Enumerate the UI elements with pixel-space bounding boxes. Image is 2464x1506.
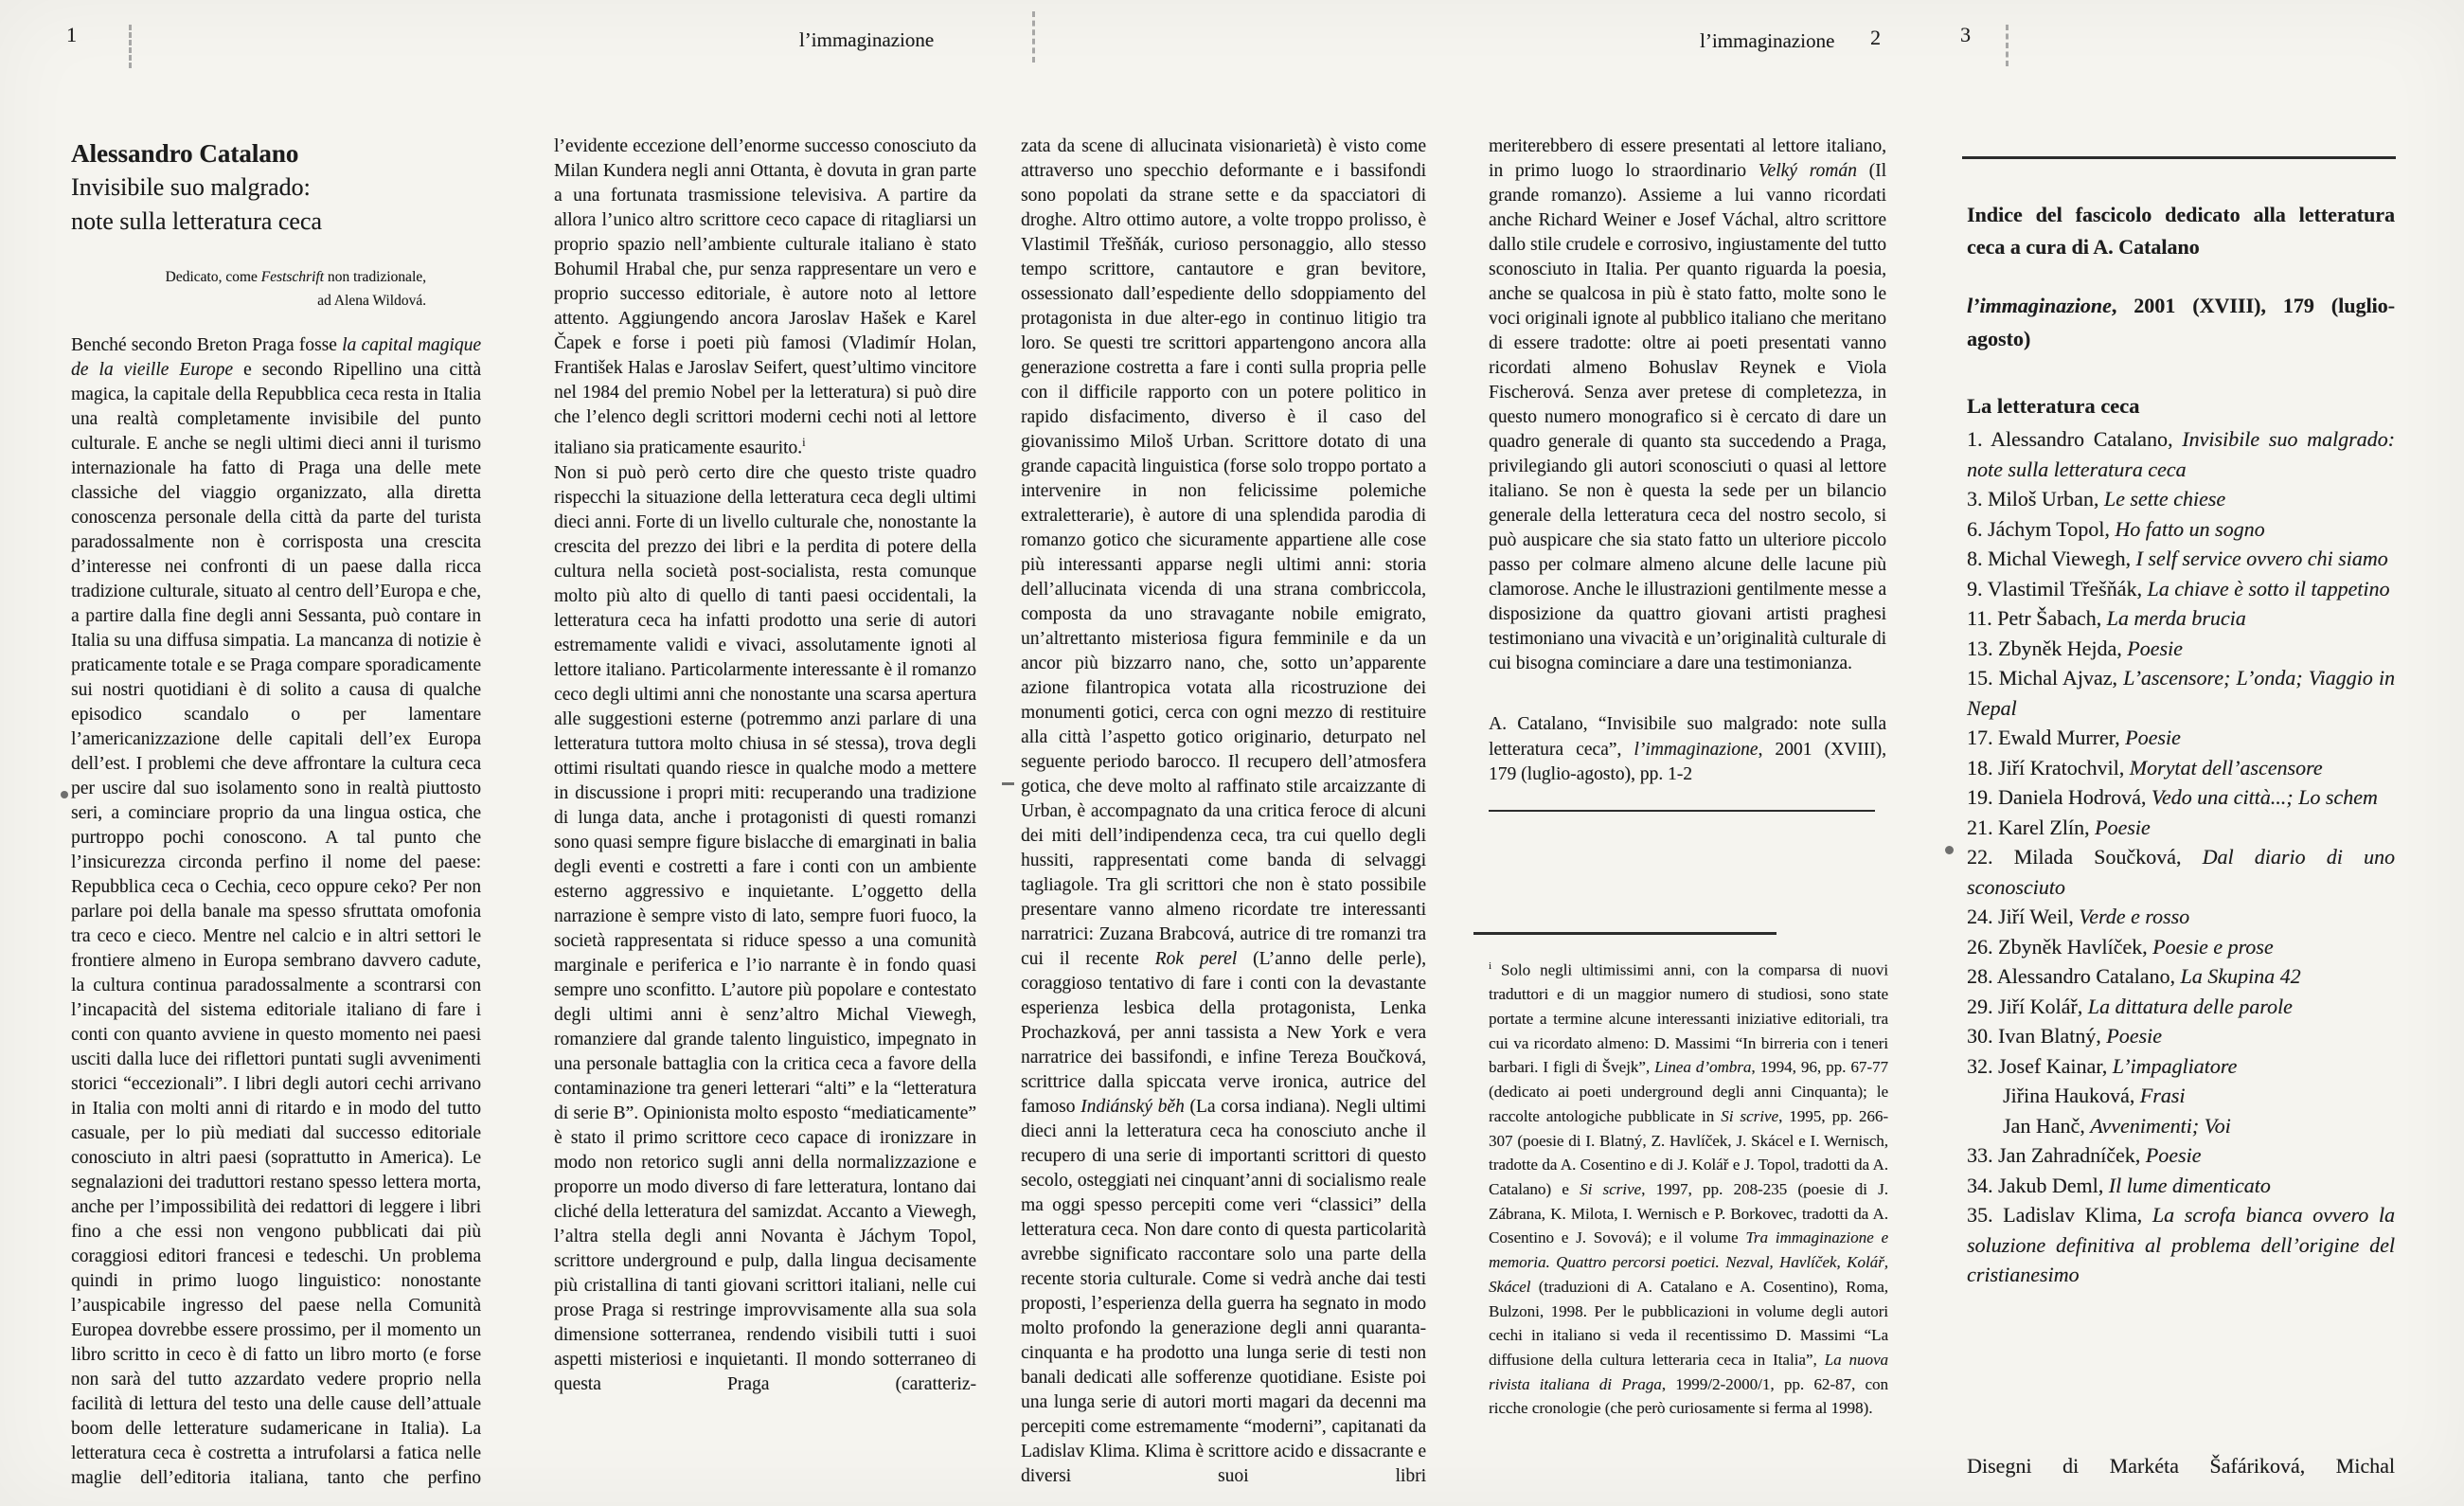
article-citation: A. Catalano, “Invisibile suo malgrado: note sulla letteratura ceca”, l’immaginazione, 2001 (XVIII), 179 (luglio-agosto), pp. 1-2 <box>1489 714 1886 784</box>
footnote-rule <box>1473 932 1777 935</box>
index-heading: Indice del fascicolo dedicato alla letteratura ceca a cura di A. Catalano <box>1967 203 2395 259</box>
index-item: 19. Daniela Hodrová, Vedo una città...; Lo schem <box>1967 785 2378 809</box>
article-title-line-1: Invisibile suo malgrado: <box>71 173 311 201</box>
article-author: Alessandro Catalano <box>71 139 299 168</box>
index-item: 13. Zbyněk Hejda, Poesie <box>1967 636 2183 660</box>
index-footer-credits: Disegni di Markéta Šafáriková, Michal <box>1967 1454 2395 1478</box>
page-number-3: 3 <box>1960 23 1971 46</box>
page-number-2: 2 <box>1870 26 1881 49</box>
scan-artifact-dot <box>1945 846 1954 854</box>
article-end-rule <box>1489 810 1875 812</box>
article-column-1 <box>71 136 481 1491</box>
page-number-1: 1 <box>66 23 77 46</box>
index-item: 11. Petr Šabach, La merda brucia <box>1967 606 2246 630</box>
index-item: 15. Michal Ajvaz, L’ascensore; L’onda; Viaggio in Nepal <box>1967 666 2395 720</box>
index-item: 3. Miloš Urban, Le sette chiese <box>1967 487 2226 511</box>
dedication-line-2: ad Alena Wildová. <box>317 293 426 309</box>
running-title-center: l’immaginazione <box>798 28 935 51</box>
body-text-col2-paragraph-2: Non si può però certo dire che questo triste quadro rispecchi la situazione della letteratura ceca degli ultimi dieci anni. Forte di un livello culturale che, nonostante la crescita del prezzo dei libri e la perdita di potere della cultura nella società post-socialista, resta comunque molto più alto di quello di tanti paesi occidentali, la letteratura ceca ha infatti prodotto una serie di autori estremamente validi e vivaci, assolutamente ignoti al lettore italiano. Particolarmente interessante è il romanzo ceco degli ultimi anni che nonostante una scarsa apertura alle suggestioni esterne (potremmo anzi parlare di una letteratura tuttora molto chiusa in sé stessa), trova degli ottimi risultati quando riesce in qualche modo a mettere in discussione i propri miti: recuperando una tradizione di lunga data, anche i protagonisti di questi romanzi sono quasi sempre figure bislacche di emarginati in balia degli eventi e costretti a fare i conti con un ambiente esterno aggressivo e inquietante. L’oggetto della narrazione è sempre visto di lato, sempre fuori fuoco, la società rappresentata si riduce spesso a una comunità marginale e periferica e l’io narrante è in fondo quasi sempre uno sconfitto. L’autore più popolare e contestato degli ultimi anni è senz’altro Michal Viewegh, romanziere dal grande talento linguistico, impegnato in una personale battaglia con la critica ceca a favore della contaminazione tra generi letterari “alti” e la “letteratura di serie B”. Opinionista molto esposto “mediaticamente” è stato il primo scrittore ceco capace di ironizzare in modo non retorico sugli anni della normalizzazione e proporre un modo diverso di fare letteratura, lontano dai cliché della letteratura del samizdat. Accanto a Viewegh, l’altra stella degli anni Novanta è Jáchym Topol, scrittore underground e pulp, dalla lingua decisamente più cristallina di tanti giovani scrittori italiani, nelle cui prose Praga si restringe improvvisamente alla sua sola dimensione sotterranea, rendendo visibili tutti i suoi aspetti misteriosi e inquietanti. Il mondo sotterraneo di questa Praga (caratteriz- <box>554 462 976 1394</box>
article-title-line-2: note sulla letteratura ceca <box>71 207 322 235</box>
index-item: 9. Vlastimil Třešňák, La chiave è sotto il tappetino <box>1967 576 2390 601</box>
index-item: 30. Ivan Blatný, Poesie <box>1967 1024 2162 1048</box>
body-text-col2-paragraph-1: l’evidente eccezione dell’enorme successo conosciuto da Milan Kundera negli anni Ottanta, è dovuta in gran parte a una fortunata trasmissione televisiva. A partire da allora l’unico altro scrittore ceco capace di ritagliarsi un proprio spazio nell’ambiente culturale italiano è stato Bohumil Hrabal che, pur senza rappresentare un vero e proprio successo editoriale, è autore noto al lettore attento. Aggiungendo ancora Jaroslav Hašek e Karel Čapek e forse i poeti più famosi (Vladimír Holan, František Halas e Jaroslav Seifert, quest’ultimo vincitore nel 1984 del premio Nobel per la letteratura) si può dire che l’elenco degli scrittori moderni cechi noti al lettore italiano sia praticamente esaurito.$^i$ <box>554 136 976 458</box>
article-column-2 <box>554 134 976 1397</box>
fold-mark <box>2006 25 2009 66</box>
index-item: Jan Hanč, Avvenimenti; Voi <box>2003 1113 2231 1138</box>
scan-artifact-dot <box>61 791 68 798</box>
index-top-rule <box>1962 156 2396 159</box>
index-item: 22. Milada Součková, Dal diario di uno sconosciuto <box>1967 845 2395 899</box>
index-item: 32. Josef Kainar, L’impagliatore <box>1967 1053 2238 1078</box>
index-item: 33. Jan Zahradníček, Poesie <box>1967 1143 2202 1167</box>
article-column-3 <box>1021 134 1426 1489</box>
index-item: 35. Ladislav Klima, La scrofa bianca ovvero la soluzione definitiva al problema dell’origine del cristianesimo <box>1967 1203 2396 1286</box>
index-issue-line: l’immaginazione, 2001 (XVIII), 179 (luglio-agosto) <box>1967 294 2395 350</box>
index-item: 29. Jiří Kolář, La dittatura delle parole <box>1967 994 2293 1018</box>
index-item: 24. Jiří Weil, Verde e rosso <box>1967 905 2190 928</box>
scan-artifact-dash <box>1002 782 1014 785</box>
dedication-line-1: Dedicato, come Festschrift non tradizionale, <box>165 269 426 285</box>
index-item: 26. Zbyněk Havlíček, Poesie e prose <box>1967 934 2274 959</box>
body-text-col3: zata da scene di allucinata visionarietà) è visto come attraverso uno specchio deformante e i bassifondi sono popolati da strane sette e da spacciatori di droghe. Altro ottimo autore, a volte troppo prolisso, è Vlastimil Třešňák, curioso personaggio, allo stesso tempo scrittore, cantautore e gran bevitore, ossessionato dall’espediente dello sdoppiamento del protagonista in due alter-ego in continuo litigio tra loro. Se questi tre scrittori appartengono ancora alla generazione costretta a fare i conti sulla propria pelle con il difficile rapporto con un potere politico in rapido disfacimento, diverso è il caso del giovanissimo Miloš Urban. Scrittore dotato di una grande capacità linguistica (forse solo troppo portato a intervenire in non felicissime polemiche extraletterarie), è autore di una splendida parodia di romanzo gotico che sicuramente appartiene alle cose più interessanti apparse negli ultimi anni: storia dell’allucinata vicenda di una strana combriccola, composta da uno stravagante nobile emigrato, un’altrettanto misteriosa figura femminile e da un ancor più bizzarro nano, che, sotto un’apparente azione filantropica votata alla ricostruzione dei monumenti gotici, cerca con ogni mezzo di restituire alla città l’aspetto gotico originario, deturpato nel seguente periodo barocco. Il recupero dell’atmosfera gotica, che deve molto al raffinato stile arcaizzante di Urban, è accompagnato da una critica feroce di alcuni dei miti dell’indipendenza ceca, tra cui quello degli hussiti, rappresentati come banda di selvaggi tagliagole. Tra gli scrittori che non è stato possibile presentare vanno almeno ricordate tre interessanti narratrici: Zuzana Brabcová, autrice di tre romanzi tra cui il recente Rok perel (L’anno delle perle), coraggioso tentativo di fare i conti con la devastante esperienza lesbica della protagonista, Lenka Prochazková, per anni tassista a New York e vera narratrice dei bassifondi, e infine Tereza Boučková, scrittrice dalla spiccata verve ironica, autrice del famoso Indiánský běh (La corsa indiana). Negli ultimi dieci anni la letteratura ceca ha conosciuto anche il recupero di una serie di importanti scrittori di questo secolo, osteggiati nei cinquant’anni di socialismo reale ma oggi spesso percepiti come veri “classici” della letteratura ceca. Non dare conto di questa particolarità avrebbe significato raccontare solo una parte della recente storia culturale. Come si vedrà anche dai testi proposti, l’esperienza della guerra ha segnato in modo molto profondo la generazione degli anni quaranta-cinquanta e ha prodotto una lunga serie di testi non banali dedicati alle sofferenze quotidiane. Esiste poi una lunga serie di autori morti magari da decenni ma percepiti come estremamente “moderni”, capitanati da Ladislav Klima. Klima è scrittore acido e dissacrante e diversi suoi libri <box>1021 136 1427 1486</box>
body-text-col4: meriterebbero di essere presentati al lettore italiano, in primo luogo lo straordinario Velký román (Il grande romanzo). Assieme a lui vanno ricordati anche Richard Weiner e Josef Váchal, altro scrittore dallo stile crudele e corrosivo, ingiustamente del tutto sconosciuto in Italia. Per quanto riguarda la poesia, anche se qualcosa in più è stato fatto, molte sono le voci originali ignote al pubblico italiano che meritano di essere tradotte: oltre ai poeti presentati vanno ricordati almeno Bohuslav Reynek e Viola Fischerová. Senza aver pretese di completezza, in questo numero monografico si è cercato di dare un quadro generale di quanto sta succedendo a Praga, privilegiando gli autori sconosciuti o quasi al lettore italiano. Se non è questa la sede per un bilancio generale della letteratura ceca del nostro secolo, si può auspicare che sia stato fatto un ulteriore piccolo passo per colmare almeno alcune delle lacune più clamorose. Anche le illustrazioni gentilmente messe a disposizione da quattro giovani artisti praghesi testimoniano una vivacità e un’originalità culturale di cui bisogna cominciare a dare una testimonianza. <box>1489 136 1887 673</box>
index-section-heading: La letteratura ceca <box>1967 394 2140 418</box>
index-item: Jiřina Hauková, Frasi <box>2003 1084 2186 1107</box>
index-item-list <box>1967 424 2395 1290</box>
fold-mark <box>1032 11 1035 63</box>
fold-mark <box>129 25 132 68</box>
index-item: 21. Karel Zlín, Poesie <box>1967 815 2151 839</box>
footnote-text: $^i$ Solo negli ultimissimi anni, con la comparsa di nuovi traduttori e di un maggior numero di studiosi, sono state portate a termine alcune interessanti iniziative editoriali, tra cui va ricordato almeno: D. Massimi “In birreria con i teneri barbari. I figli di Švejk”, Linea d’ombra, 1994, 96, pp. 67-77 (dedicato ai poeti underground degli anni Cinquanta); le raccolte antologiche pubblicate in Si scrive, 1995, pp. 266-307 (poesie di I. Blatný, Z. Havlíček, J. Skácel e I. Wernisch, tradotte da A. Cosentino e di J. Kolář e J. Topol, tradotti da A. Catalano) e Si scrive, 1997, pp. 208-235 (poesie di J. Zábrana, K. Milota, I. Wernisch e P. Borkovec, tradotti da A. Cosentino e J. Sovová); e il volume Tra immaginazione e memoria. Quattro percorsi poetici. Nezval, Havlíček, Kolář, Skácel (traduzioni di A. Catalano e A. Cosentino), Roma, Bulzoni, 1998. Per le pubblicazioni in volume degli autori cechi in italiano si veda il recentissimo D. Massimi “La diffusione della cultura letteraria ceca in Italia”, La nuova rivista italiana di Praga, 1999/2-2000/1, pp. 62-87, con ricche cronologie (che però curiosamente si ferma al 1998). <box>1489 960 1889 1418</box>
index-item: 1. Alessandro Catalano, Invisibile suo malgrado: note sulla letteratura ceca <box>1967 427 2395 481</box>
index-item: 28. Alessandro Catalano, La Skupina 42 <box>1967 964 2301 988</box>
index-item: 8. Michal Viewegh, I self service ovvero chi siamo <box>1967 547 2388 570</box>
body-text-col1: Benché secondo Breton Praga fosse la capital magique de la vieille Europe e secondo Ripellino una città magica, la capitale della Repubblica ceca resta in Italia una realtà completamente invisibile del punto culturale. E anche se negli ultimi dieci anni il turismo internazionale ha fatto di Praga una delle mete classiche del viaggio organizzato, alla diretta conoscenza personale della città da parte del turista paradossalmente non è corrisposta una crescita d’interesse nei confronti di un paese dalla ricca tradizione culturale, situato al centro dell’Europa e che, a partire dalla fine degli anni Sessanta, può contare in Italia su una diffusa simpatia. La mancanza di notizie è praticamente totale e se Praga compare sporadicamente sui nostri quotidiani è di solito a causa di qualche episodico scandalo o per lamentare l’americanizzazione delle capitali dell’ex Europa dell’est. I problemi che deve affrontare la cultura ceca per uscire dal suo isolamento sono in realtà piuttosto seri, a cominciare proprio da una lingua ostica, che purtroppo pochi conoscono. A tal punto che l’insicurezza circonda perfino il nome del paese: Repubblica ceca o Cechia, ceco oppure ceko? Per non parlare poi della banale ma spesso sfruttata omofonia tra ceco e cieco. Mentre nel calcio e in altri settori le frontiere almeno in Europa sembrano davvero cadute, la cultura continua paradossalmente a scontrarsi con l’incapacità del sistema editoriale italiano di fare i conti con quanto avviene in questo momento nei paesi usciti dalla luce dei riflettori puntati sugli avvenimenti storici “eccezionali”. I libri degli autori cechi arrivano in Italia con molti anni di ritardo e in modo del tutto casuale, per lo più mediati dal successo editoriale conosciuto in altri paesi (soprattutto in America). Le segnalazioni dei traduttori restano spesso lettera morta, anche per l’impossibilità dei redattori di leggere i libri fino a che essi non vengono pubblicati dai più coraggiosi editori francesi e tedeschi. Un problema quindi in primo luogo linguistico: nonostante l’auspicabile ingresso del paese nella Comunità Europea dovrebbe essere prossimo, per il momento un libro scritto in ceco è di fatto un libro morto (e forse non sarà del tutto azzardato vedere proprio nella facilità di lettura del testo una delle cause dell’attuale boom delle letterature sudamericane in Italia). La letteratura ceca è costretta a intrufolarsi a fatica nelle maglie dell’editoria italiana, tanto che perfino <box>71 335 481 1488</box>
running-title-right: l’immaginazione <box>1700 29 1835 52</box>
index-item: 17. Ewald Murrer, Poesie <box>1967 726 2181 749</box>
index-item: 18. Jiří Kratochvil, Morytat dell’ascensore <box>1967 755 2323 780</box>
index-item: 34. Jakub Deml, Il lume dimenticato <box>1967 1173 2271 1197</box>
article-column-4 <box>1489 134 1886 676</box>
dedication <box>71 265 481 313</box>
index-item: 6. Jáchym Topol, Ho fatto un sogno <box>1967 516 2265 541</box>
